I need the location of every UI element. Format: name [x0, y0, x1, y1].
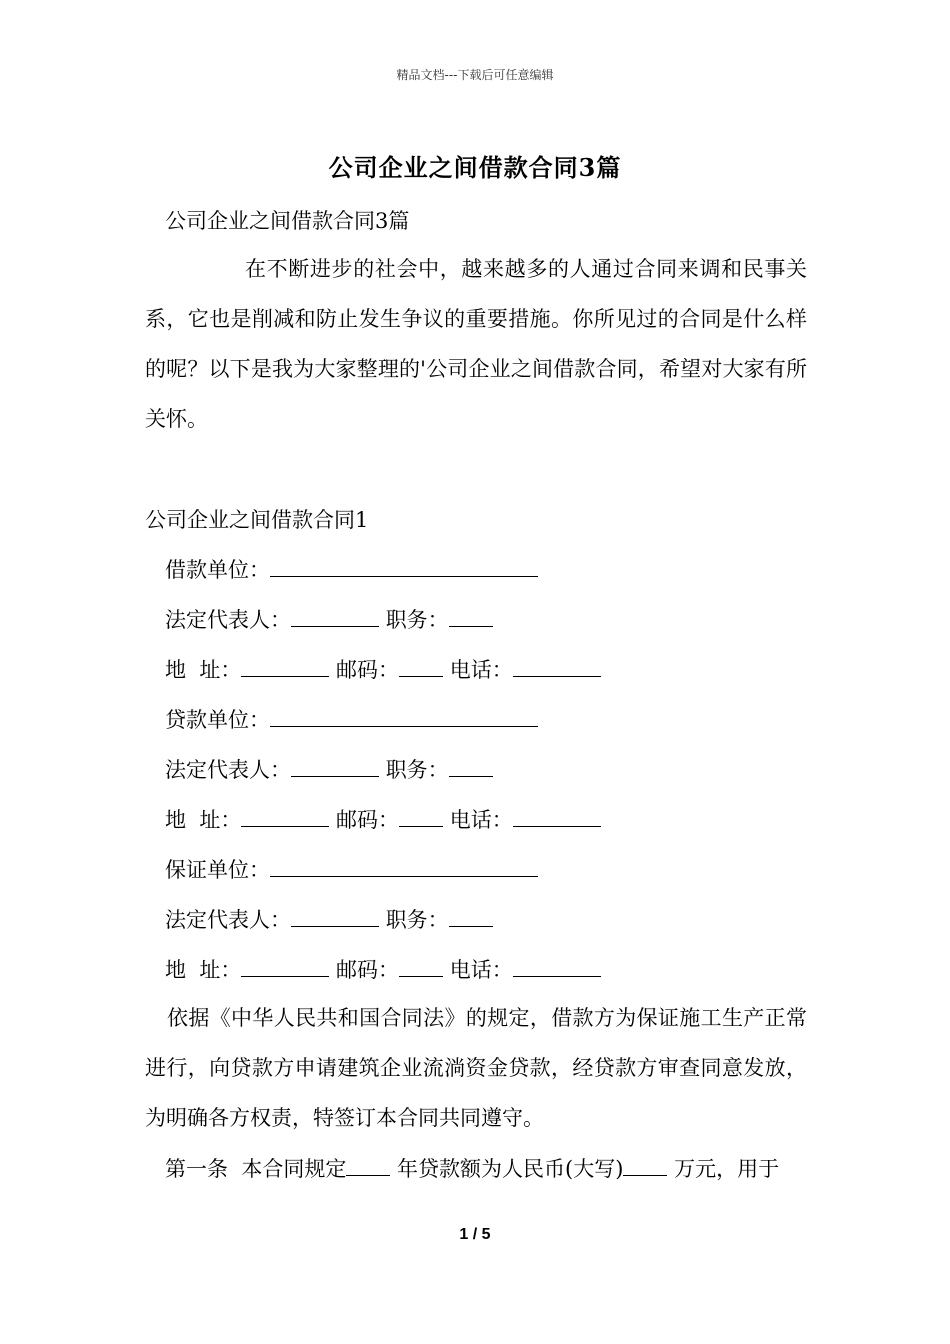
article-1-text-c: 万元，用于	[674, 1157, 780, 1181]
page-number: 1 / 5	[459, 1226, 491, 1243]
postcode-label: 邮码：	[336, 958, 400, 982]
address-label: 地 址：	[165, 958, 242, 982]
rep-label: 法定代表人：	[165, 608, 291, 632]
lender-label: 贷款单位：	[165, 708, 270, 732]
position-label: 职务：	[385, 758, 449, 782]
phone-label: 电话：	[449, 658, 513, 682]
position-label: 职务：	[385, 908, 449, 932]
phone-label: 电话：	[449, 958, 513, 982]
guarantor-rep-row	[165, 905, 493, 935]
postcode-blank[interactable]	[399, 656, 443, 677]
guarantor-address-row	[165, 955, 601, 985]
postcode-blank[interactable]	[399, 956, 443, 977]
position-blank[interactable]	[449, 606, 493, 627]
postcode-label: 邮码：	[336, 658, 400, 682]
lender-row	[165, 705, 538, 735]
header-note: 精品文档---下载后可任意编辑	[396, 68, 554, 82]
postcode-label: 邮码：	[336, 808, 400, 832]
rep-label: 法定代表人：	[165, 908, 291, 932]
address-label: 地 址：	[165, 658, 242, 682]
rep-blank[interactable]	[291, 606, 379, 627]
section-heading: 公司企业之间借款合同1	[145, 508, 369, 532]
rep-blank[interactable]	[291, 756, 379, 777]
position-blank[interactable]	[449, 756, 493, 777]
phone-blank[interactable]	[513, 656, 601, 677]
borrower-address-row	[165, 655, 601, 685]
document-subtitle: 公司企业之间借款合同3篇	[165, 209, 410, 233]
phone-label: 电话：	[449, 808, 513, 832]
lender-address-row	[165, 805, 601, 835]
position-label: 职务：	[385, 608, 449, 632]
intro-paragraph: 在不断进步的社会中，越来越多的人通过合同来调和民事关系，它也是削减和防止发生争议的重要措施。你所见过的合同是什么样的呢？以下是我为大家整理的'公司企业之间借款合同，希望对大家有所关怀。	[145, 257, 807, 431]
position-blank[interactable]	[449, 906, 493, 927]
phone-blank[interactable]	[513, 806, 601, 827]
amount-blank[interactable]	[623, 1155, 667, 1176]
address-label: 地 址：	[165, 808, 242, 832]
rep-label: 法定代表人：	[165, 758, 291, 782]
postcode-blank[interactable]	[399, 806, 443, 827]
borrower-row	[165, 555, 538, 585]
address-blank[interactable]	[241, 806, 329, 827]
borrower-blank[interactable]	[270, 556, 538, 577]
guarantor-label: 保证单位：	[165, 858, 270, 882]
year-blank[interactable]	[346, 1155, 390, 1176]
lender-blank[interactable]	[270, 706, 538, 727]
address-blank[interactable]	[241, 956, 329, 977]
guarantor-blank[interactable]	[270, 856, 538, 877]
article-1-text-a: 本合同规定	[241, 1157, 347, 1181]
article-1-text-b: 年贷款额为人民币(大写)	[397, 1157, 624, 1181]
address-blank[interactable]	[241, 656, 329, 677]
document-title: 公司企业之间借款合同3篇	[328, 153, 622, 182]
article-1-label: 第一条	[165, 1157, 228, 1181]
borrower-label: 借款单位：	[165, 558, 270, 582]
borrower-rep-row	[165, 605, 493, 635]
article-1-row	[165, 1154, 779, 1184]
guarantor-row	[165, 855, 538, 885]
lender-rep-row	[165, 755, 493, 785]
contract-basis-paragraph: 依据《中华人民共和国合同法》的规定，借款方为保证施工生产正常进行，向贷款方申请建筑企业流淌资金贷款，经贷款方审查同意发放，为明确各方权责，特签订本合同共同遵守。	[145, 1006, 807, 1130]
phone-blank[interactable]	[513, 956, 601, 977]
rep-blank[interactable]	[291, 906, 379, 927]
